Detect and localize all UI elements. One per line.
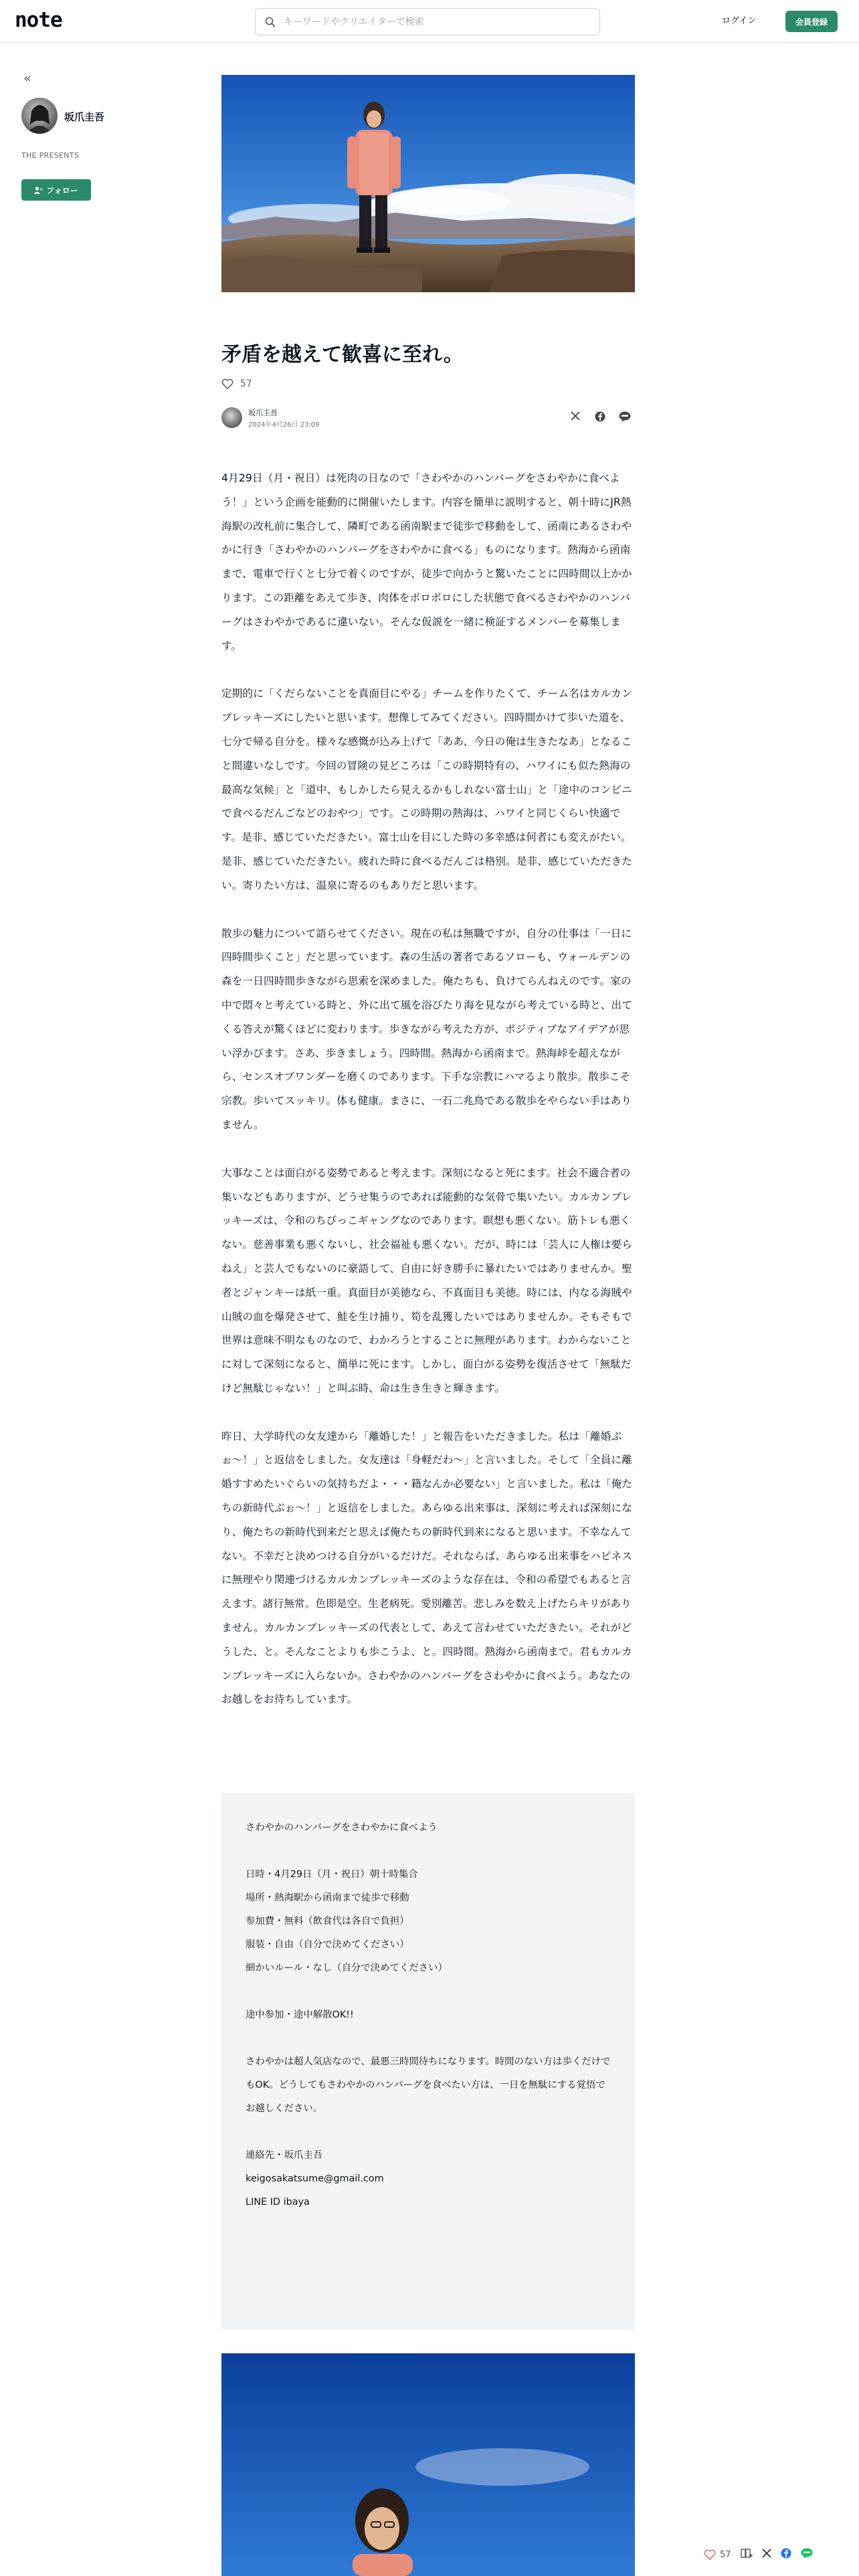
magazine-name[interactable]: THE PRESENTS [21, 151, 80, 160]
info-line: さわやかのハンバーグをさわやかに食べよう [246, 1822, 438, 1833]
info-line: 日時・4月29日（月・祝日）朝十時集合 [246, 1869, 418, 1880]
logo-text[interactable]: note [15, 8, 62, 32]
note-logo[interactable] [15, 9, 62, 31]
author-avatar-small[interactable] [221, 407, 242, 428]
floating-action-bar [704, 2545, 813, 2565]
follow-label: フォロー [46, 185, 78, 195]
info-line [246, 1840, 611, 1863]
line-share-icon[interactable] [801, 2548, 813, 2561]
article-body [221, 467, 635, 1736]
info-line: 服装・自由（自分で決めてください） [246, 1939, 409, 1950]
author-avatar[interactable] [21, 98, 58, 134]
article-paragraph: 昨日、大学時代の女友達から「離婚した！」と報告をいただきました。私は「離婚ぷぉ〜！」と返信をしました。女友達は「身軽だわ〜」と言いました。そして「全員に離婚すすめたいぐらいの気持ちだよ・・・籍なんか必要ない」と言いました。私は「俺たちの新時代ぷぉ〜！」と返信をしました。あらゆる出来事は、深刻に考えれば深刻になり、俺たちの新時代到来だと思えば俺たちの新時代到来になると思います。不幸なんてない。不幸だと決めつける自分がいるだけだ。それならば、あらゆる出来事をハピネスに無理やり関連づけるカルカンブレッキーズのような存在は、令和の希望でもあると言えます。諸行無常。色即是空。生老病死。愛別離苦。悲しみを数え上げたらキリがありません。カルカンブレッキーズの代表として、あえて言わせていただきたい。それがどうした、と。そんなことよりも歩こうよ、と。四時間。熱海から函南まで。君もカルカンブレッキーズに入らないか。さわやかのハンバーグをさわやかに食べよう。あなたのお越しをお待ちしています。 [221, 1430, 633, 1706]
collapse-sidebar-icon[interactable]: « [23, 71, 31, 86]
search-icon [265, 17, 276, 27]
like-count[interactable]: 57 [240, 379, 252, 389]
follow-button[interactable] [21, 179, 91, 201]
info-line: 連絡先・坂爪圭吾 [246, 2150, 323, 2161]
float-like[interactable] [704, 2549, 731, 2560]
facebook-share-icon[interactable] [595, 411, 605, 425]
article-image [221, 2353, 635, 2576]
info-line: 参加費・無料（飲食代は各自で負担） [246, 1916, 409, 1927]
line-share-icon[interactable] [619, 411, 631, 425]
info-line: さわやかは超人気店なので、最悪三時間待ちになります。時間のない方は歩くだけでもOK。どうしてもさわやかのハンバーグを食べたい方は、一日を無駄にする覚悟でお越しください。 [246, 2056, 611, 2114]
add-user-icon [34, 187, 43, 194]
magazine-add-icon[interactable] [741, 2548, 753, 2561]
info-line [246, 1980, 611, 2004]
info-line: 場所・熱海駅から函南まで徒歩で移動 [246, 1893, 409, 1903]
article-title: 矛盾を越えて歓喜に至れ。 [221, 343, 464, 366]
info-line [246, 2121, 611, 2144]
article-paragraph: 定期的に「くだらないことを真面目にやる」チームを作りたくて、チーム名はカルカンブレッキーズにしたいと思います。想像してみてください。四時間かけて歩いた道を、七分で帰る自分を。様々な感慨が込み上げて「ああ、今日の俺は生きたなあ」となること間違いなしです。今回の冒険の見どころは「この時期特有の、ハワイにも似た熱海の最高な気候」と「道中、もしかしたら見えるかもしれない富士山」と「途中のコンビニで食べるだんごなどのおやつ」です。この時期の熱海は、ハワイと同じくらい快適です。是非、感じていただきたい。富士山を目にした時の多幸感は何者にも変えがたい。是非、感じていただきたい。疲れた時に食べるだんごは格別。是非、感じていただきたい。寄りたい方は、温泉に寄るのもありだと思います。 [221, 687, 633, 891]
hero-image [221, 75, 635, 292]
facebook-share-icon[interactable] [781, 2548, 791, 2561]
article-paragraph: 散歩の魅力について語らせてください。現在の私は無職ですが、自分の仕事は「一日に四時間歩くこと」だと思っています。森の生活の著者であるソローも、ウォールデンの森を一日四時間歩きながら思索を深めました。俺たちも、負けてらんねえのです。家の中で悶々と考えている時と、外に出て風を浴びたり海を見ながら考えている時と、出てくる答えが驚くほどに変わります。歩きながら考えた方が、ポジティブなアイデアが思い浮かびます。さあ、歩きましょう。四時間。熱海から函南まで。熱海峠を超えながら、センスオブワンダーを磨くのであります。下手な宗教にハマるより散歩。散歩こそ宗教。歩いてスッキリ。体も健康。まさに、一石二兆鳥である散歩をやらない手はありません。 [221, 927, 633, 1131]
x-share-icon[interactable] [762, 2549, 771, 2561]
author-row [221, 407, 635, 430]
avatar-silhouette-icon [21, 98, 58, 134]
info-line [246, 2027, 611, 2050]
header [0, 0, 859, 43]
info-line: 途中参加・途中解散OK!! [246, 2010, 354, 2020]
heart-icon[interactable] [704, 2549, 716, 2560]
sidebar-author-name[interactable]: 坂爪圭吾 [64, 111, 105, 123]
event-info-box [221, 1794, 635, 2330]
signup-button[interactable]: 会員登録 [785, 11, 838, 32]
article-paragraph: 大事なことは面白がる姿勢であると考えます。深刻になると死にます。社会不適合者の集いなどもありますが、どうせ集うのであれば能動的な気骨で集いたい。カルカンブレッキーズは、令和のちびっこギャングなのであります。瞑想も悪くない。筋トレも悪くない。慈善事業も悪くないし、社会福祉も悪くない。だが、時には「芸人に人権は要らねえ」と芸人でもないのに豪語して、自由に好き勝手に暴れたいではありませんか。聖者とジャンキーは紙一重。真面目が美徳なら、不真面目も美徳。時には、内なる海賊や山賊の血を爆発させて、鮭を生け捕り、筍を乱獲したいではありませんか。そもそもで世界は意味不明なものなので、わかろうとすることに無理があります。わからないことに対して深刻になると、簡単に死にます。しかし、面白がる姿勢を復活させて「無駄だけど無駄じゃない！」と叫ぶ時、命は生き生きと輝きます。 [221, 1166, 633, 1394]
login-link[interactable]: ログイン [722, 16, 757, 26]
info-line: 細かいルール・なし（自分で決めてください） [246, 1963, 448, 1973]
author-name[interactable]: 坂爪圭吾 [248, 409, 278, 417]
heart-icon[interactable] [221, 379, 233, 389]
search-box[interactable] [255, 8, 600, 35]
info-line: LINE ID ibaya [246, 2197, 310, 2208]
x-share-icon[interactable] [571, 411, 580, 423]
float-like-count[interactable]: 57 [720, 2549, 731, 2560]
search-input[interactable] [284, 17, 578, 27]
publish-date: 2024年4月26日 23:09 [248, 421, 320, 429]
article-paragraph: 4月29日（月・祝日）は死肉の日なので「さわやかのハンバーグをさわやかに食べよう！」という企画を能動的に開催いたします。内容を簡単に説明すると、朝十時にJR熱海駅の改札前に集合して、隣町である函南駅まで徒歩で移動をして、函南にあるさわやかに行き「さわやかのハンバーグをさわやかに食べる」ものになります。熱海から函南まで、電車で行くと七分で着くのですが、徒歩で向かうと驚いたことに四時間以上かかります。この距離をあえて歩き、肉体をボロボロにした状態で食べるさわやかのハンバーグはさわやかであるに違いない。そんな仮説を一緒に検証するメンバーを募集します。 [221, 472, 632, 652]
like-row [221, 379, 252, 389]
email-link[interactable]: keigosakatsume@gmail.com [246, 2173, 384, 2184]
